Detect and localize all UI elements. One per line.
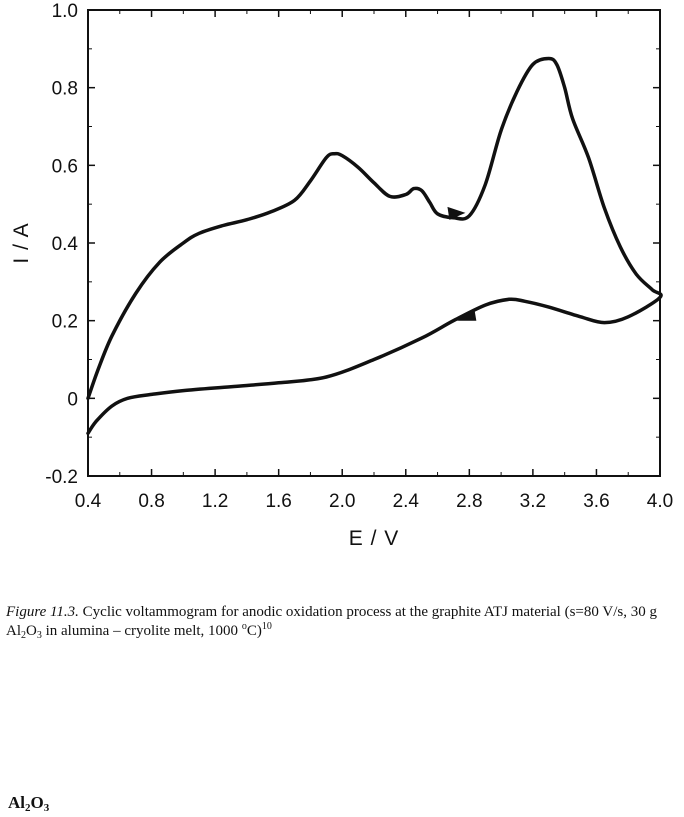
section-heading-formula: [8, 793, 49, 813]
caption-degree: o: [241, 621, 247, 632]
x-tick-label: 1.6: [265, 491, 292, 512]
cv-curve-line: [88, 59, 661, 434]
axis-ticks: [88, 10, 660, 476]
x-tick-label: 3.6: [583, 491, 610, 512]
x-tick-label: 2.8: [456, 491, 483, 512]
caption-text: in alumina – cryolite melt, 1000: [41, 623, 242, 639]
y-tick-label: 0.2: [51, 311, 78, 333]
caption-subscript: 3: [36, 630, 42, 641]
y-axis-title: I / A: [10, 222, 33, 264]
x-axis-title: E / V: [348, 527, 400, 550]
formula-subscript: 2: [25, 802, 31, 814]
caption-text: O: [26, 623, 37, 639]
caption-text: C): [246, 623, 262, 639]
x-tick-label: 3.2: [519, 491, 547, 512]
x-tick-label: 2.0: [329, 491, 356, 512]
caption-reference: 10: [261, 621, 272, 632]
y-tick-label: 0.6: [51, 156, 78, 178]
x-tick-label: 0.8: [138, 491, 165, 512]
formula-subscript: 3: [43, 802, 50, 814]
direction-arrowhead: [457, 309, 476, 321]
plot-frame: [88, 10, 660, 476]
axis-tick-labels: [45, 1, 673, 512]
formula-text: O: [30, 793, 44, 812]
caption-subscript: 2: [21, 630, 26, 641]
figure-caption: [6, 603, 682, 641]
x-tick-label: 2.4: [392, 491, 419, 512]
x-tick-label: 0.4: [74, 491, 102, 512]
x-tick-label: 4.0: [646, 491, 674, 512]
x-tick-label: 1.2: [201, 491, 229, 512]
y-tick-label: 0.8: [51, 78, 78, 100]
y-tick-label: -0.2: [45, 467, 78, 488]
figure-label: Figure 11.3.: [6, 604, 79, 620]
y-tick-label: 0: [67, 389, 78, 411]
scan-direction-arrows: [447, 207, 476, 321]
formula-text: Al: [8, 793, 25, 812]
y-tick-label: 0.4: [51, 234, 78, 255]
caption-text: Cyclic voltammogram for anodic oxidation process at the graphite ATJ material (s=80 V/s, 30 g Al: [6, 604, 657, 639]
y-tick-label: 1.0: [51, 1, 78, 22]
